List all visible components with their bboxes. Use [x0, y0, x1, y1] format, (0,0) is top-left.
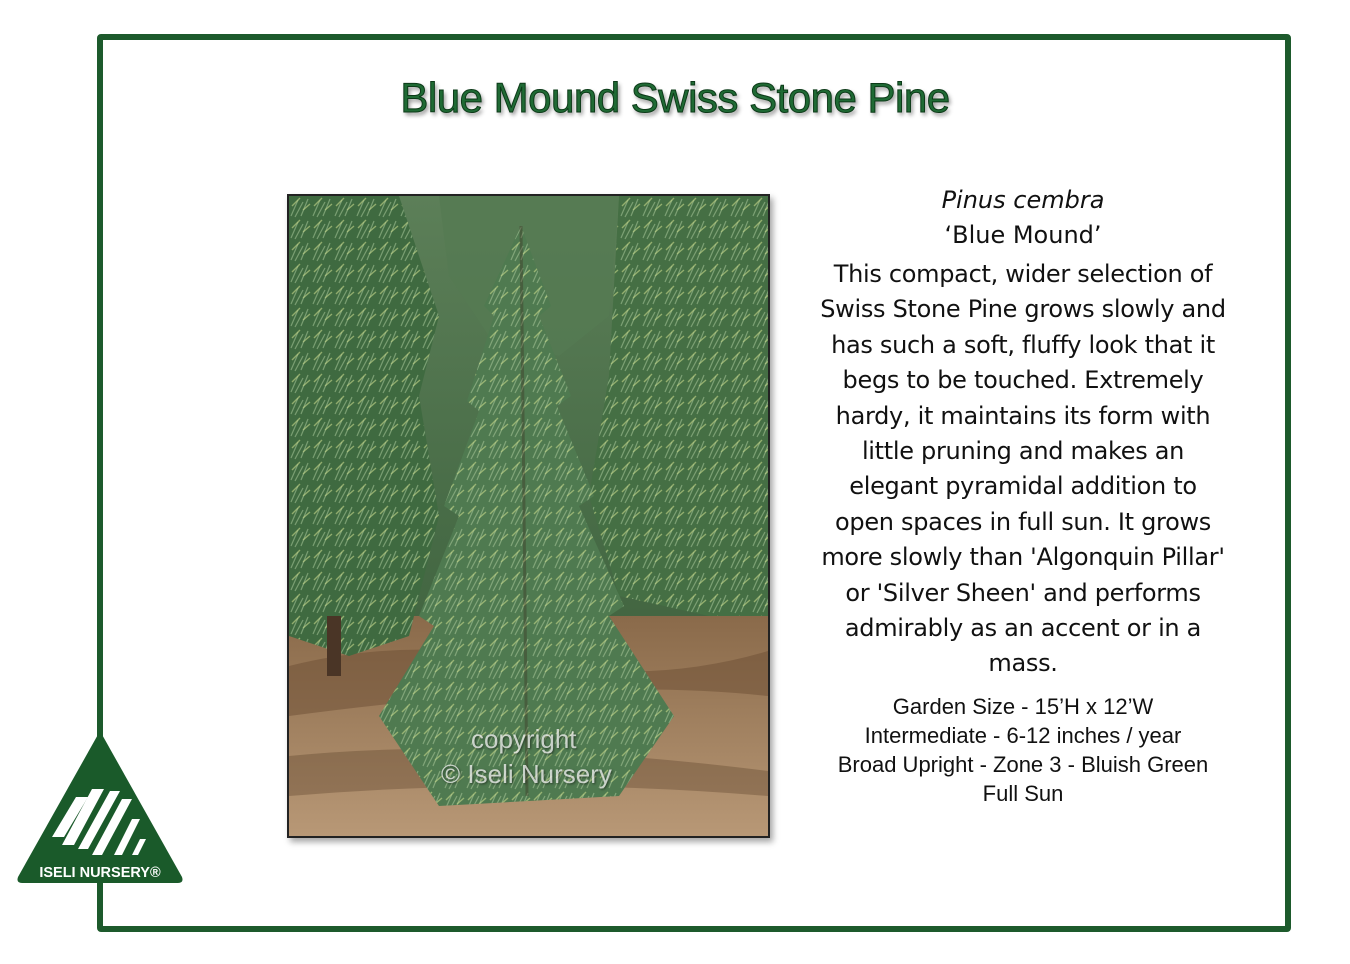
spec-form-zone-color: Broad Upright - Zone 3 - Bluish Green: [837, 751, 1209, 777]
spec-growth-rate: Intermediate - 6-12 inches / year: [864, 722, 1182, 748]
watermark-owner: © Iseli Nursery: [441, 759, 612, 789]
plant-description: This compact, wider selection of Swiss Stone Pine grows slowly and has such a soft, fluffy look that it begs to be touched. Extremely hardy, it maintains its form with little pruning and makes an elegant pyramidal addition to open spaces in full sun. It grows more slowly than 'Algonquin Pillar' or 'Silver Sheen' and performs admirably as an accent or in a mass.: [820, 260, 1226, 678]
page-title: Blue Mound Swiss Stone Pine: [400, 74, 950, 121]
cultivar-name: ‘Blue Mound’: [944, 221, 1102, 249]
plant-photo: [287, 194, 770, 838]
botanical-name: Pinus cembra: [941, 186, 1105, 214]
plant-specs: [820, 692, 1226, 808]
plant-info: [820, 183, 1226, 808]
logo-text: ISELI NURSERY®: [39, 865, 161, 881]
iseli-nursery-logo: [14, 727, 186, 885]
spec-garden-size: Garden Size - 15’H x 12’W: [892, 693, 1154, 719]
spec-exposure: Full Sun: [982, 780, 1064, 806]
watermark-copyright: copyright: [471, 724, 577, 754]
